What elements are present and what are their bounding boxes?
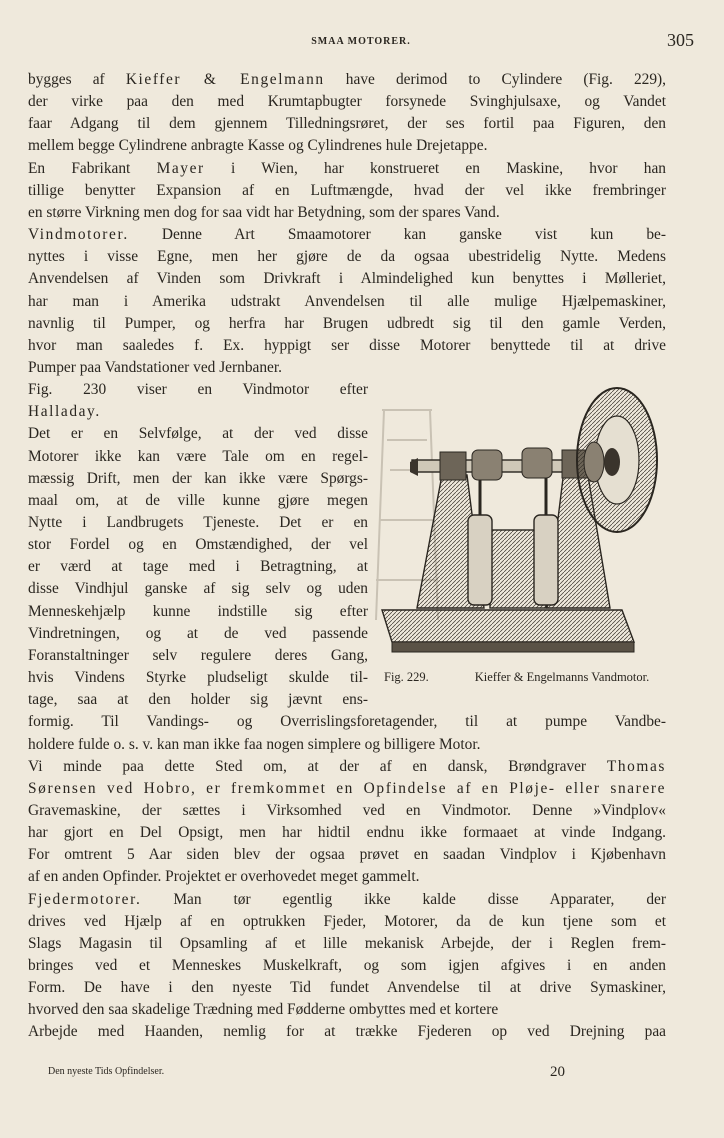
text-line — [28, 113, 666, 135]
text-segment: navnlig til Pumper, og herfra har Brugen udbredt sig til den gamle Verden, — [28, 314, 666, 332]
bearing-left — [440, 452, 466, 480]
text-line — [28, 69, 666, 91]
text-segment: have derimod to Cylindere (Fig. 229), — [324, 71, 666, 88]
text-segment: i Wien, har konstrueret en Maskine, hvor han — [204, 159, 666, 177]
text-segment: disse Vindhjul ganske af sig selv og uden — [28, 580, 368, 598]
text-line — [28, 977, 666, 999]
footer-book-title: Den nyeste Tids Opfindelser. — [48, 1066, 165, 1077]
text-segment: mæssig Drift, men der kan ikke være Spørgs- — [28, 469, 368, 487]
text-segment: mellem begge Cylindrene anbragte Kasse og Cylindrenes hule Drejetappe. — [28, 137, 488, 155]
text-line — [28, 623, 368, 645]
text-segment: Anvendelsen af Vinden som Drivkraft i Almindelighed kun benyttes i Mølleriet, — [28, 270, 666, 288]
text-line — [28, 357, 666, 379]
text-line — [28, 866, 666, 888]
text-line — [28, 313, 666, 335]
text-segment: Arbejde med Haanden, nemlig for at trække Fjederen op ved Drejning paa — [28, 1023, 666, 1041]
text-line — [28, 844, 666, 866]
text-segment: maal om, at de ville kunne gjøre megen — [28, 491, 368, 509]
page-number: 305 — [667, 30, 694, 50]
cylinder-left — [468, 515, 492, 605]
flywheel-axle — [604, 448, 620, 476]
text-segment: Vi minde paa dette Sted om, at der af en dansk, Brøndgraver — [28, 757, 607, 775]
text-line — [28, 468, 368, 490]
text-segment: Vindretningen, og at de ved passende — [28, 624, 368, 642]
text-segment: tage, saa at den holder sig jævnt ens- — [28, 691, 368, 709]
pipe-end — [410, 458, 418, 476]
text-line — [28, 335, 666, 357]
text-line — [28, 933, 666, 955]
text-segment: bygges af — [28, 71, 126, 88]
text-segment: formig. Til Vandings- og Overrislingsforetagender, til at pumpe Vandbe- — [28, 713, 666, 731]
text-segment: Kieffer & Engelmann — [125, 71, 325, 88]
text-line — [28, 91, 666, 113]
text-line — [28, 756, 666, 778]
text-segment: Halladay. — [28, 403, 101, 421]
crank-right — [522, 448, 552, 478]
text-segment: Fjedermotorer. — [28, 890, 142, 908]
text-segment: der virke paa den med Krumtapbugter forsynede Svinghjulsaxe, og Vandet — [28, 93, 666, 111]
text-segment: Fig. 230 viser en Vindmotor efter — [28, 381, 368, 399]
text-segment: hvor man saaledes f. Ex. hyppigt ser disse Motorer benyttede til at drive — [28, 336, 666, 354]
text-line — [28, 911, 666, 933]
text-line — [28, 158, 666, 180]
figure-229 — [372, 380, 662, 710]
text-segment: Nytte i Landbrugets Tjeneste. Det er en — [28, 514, 368, 531]
text-segment: nyttes i visse Egne, men her gjøre de da ogsaa ubestridelig Nytte. Medens — [28, 248, 666, 266]
text-line — [28, 512, 368, 534]
text-segment: Form. De have i den nyeste Tid fundet Anvendelse til at drive Symaskiner, — [28, 979, 666, 997]
text-line — [28, 180, 666, 202]
text-segment: Gravemaskine, der sættes i Virksomhed ved en Vindmotor. Denne »Vindplov« — [28, 801, 666, 819]
text-segment: drives ved Hjælp af en optrukken Fjeder, Motorer, da de kun tjene som et — [28, 912, 666, 930]
text-line — [28, 224, 666, 246]
text-line — [28, 1021, 666, 1043]
text-line — [28, 734, 666, 756]
text-line — [28, 601, 368, 623]
text-line — [28, 578, 368, 600]
text-line — [28, 889, 666, 911]
water-motor-illustration — [372, 380, 662, 665]
figure-number: Fig. 229. — [384, 670, 429, 684]
text-segment: holdere fulde o. s. v. kan man ikke faa nogen simplere og billigere Motor. — [28, 735, 481, 753]
text-line — [28, 778, 666, 800]
pulley — [584, 442, 604, 482]
text-segment: Pumper paa Vandstationer ved Jernbaner. — [28, 358, 283, 376]
text-segment: har man i Amerika udstrakt Anvendelsen til alle mulige Hjælpemaskiner, — [28, 292, 666, 310]
text-line — [28, 202, 666, 224]
text-segment: For omtrent 5 Aar siden blev der ogsaa prøvet en saadan Vindplov i Kjøbenhavn — [28, 846, 666, 864]
text-line — [28, 822, 666, 844]
text-segment: Foranstaltninger selv regulere deres Gang, — [28, 646, 368, 664]
text-segment: Slags Magasin til Opsamling af et lille mekanisk Arbejde, der i Reglen frem- — [28, 934, 666, 952]
footer — [48, 1062, 608, 1084]
text-segment: en større Virkning men dog for saa vidt har Betydning, som der spares Vand. — [28, 203, 500, 221]
text-segment: En Fabrikant — [28, 159, 157, 177]
running-title: SMAA MOTORER. — [311, 36, 411, 47]
text-segment: ved Hobro, er fremkommet en Opfindelse af en Pløje- eller snarere — [97, 779, 666, 797]
text-line — [28, 645, 368, 667]
text-segment: Det er en Selvfølge, at der ved disse — [28, 425, 368, 443]
text-segment: Motorer ikke kan være Tale om en regel- — [28, 447, 368, 465]
text-segment: faar Adgang til dem gjennem Tilledningsrøret, der ses fortil paa Figuren, den — [28, 115, 666, 133]
text-segment: Thomas — [606, 757, 666, 775]
text-line — [28, 955, 666, 977]
text-segment: Man tør egentlig ikke kalde disse Apparater, der — [141, 890, 666, 908]
running-head — [28, 30, 694, 54]
text-line — [28, 423, 368, 445]
text-line — [28, 534, 368, 556]
text-line — [28, 556, 368, 578]
text-line — [28, 291, 666, 313]
machine-base — [382, 610, 634, 642]
text-line — [28, 711, 666, 733]
text-line — [28, 379, 368, 401]
text-segment: hvis Vindens Styrke pludseligt skulde til- — [28, 669, 368, 687]
text-segment: er værd at tage med i Betragtning, at — [28, 558, 368, 576]
text-line — [28, 246, 666, 268]
text-segment: af en anden Opfinder. Projektet er overhovedet meget gammelt. — [28, 868, 420, 886]
figure-caption-text: Kieffer & Engelmanns Vandmotor. — [474, 670, 650, 684]
text-line — [28, 800, 666, 822]
text-segment: bringes ved et Menneskes Muskelkraft, og som igjen afgives i en anden — [28, 957, 666, 974]
text-line — [28, 401, 368, 423]
text-segment: Mayer — [156, 159, 205, 177]
text-segment: Menneskehjælp kunne indstille sig efter — [28, 602, 368, 620]
text-line — [28, 490, 368, 512]
text-segment: har gjort en Del Opsigt, men har hidtil endnu ikke formaaet at vinde Indgang. — [28, 824, 666, 842]
text-line — [28, 689, 368, 711]
text-segment: Denne Art Smaamotorer kan ganske vist kun be- — [128, 226, 666, 244]
crank-left — [472, 450, 502, 480]
text-segment: Vindmotorer. — [28, 226, 129, 244]
text-line — [28, 268, 666, 290]
text-line — [28, 135, 666, 157]
cylinder-right — [534, 515, 558, 605]
base-front — [392, 642, 634, 652]
text-segment: tillige benytter Expansion af en Luftmængde, hvad der vel ikke frembringer — [28, 181, 666, 199]
text-line — [28, 446, 368, 468]
text-segment: hvorved den saa skadelige Trædning med Fødderne ombyttes med et kortere — [28, 1001, 499, 1019]
text-line — [28, 667, 368, 689]
text-segment: Sørensen — [28, 779, 98, 797]
text-line — [28, 999, 666, 1021]
text-segment: stor Fordel og en Omstændighed, der vel — [28, 536, 368, 554]
signature-mark: 20 — [550, 1064, 565, 1080]
